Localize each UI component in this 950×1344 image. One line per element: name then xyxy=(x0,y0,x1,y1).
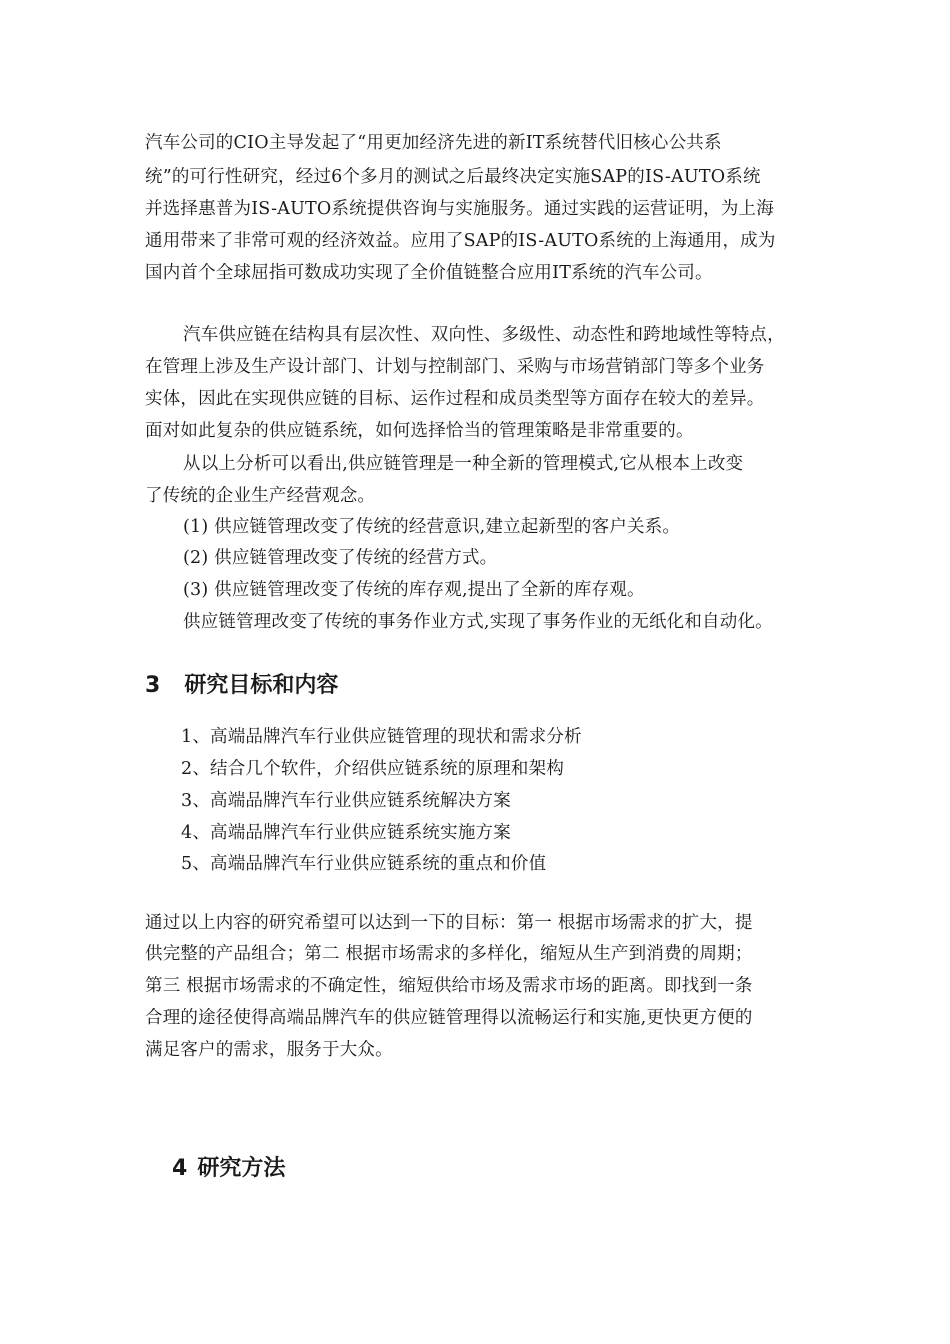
text-line: 统”的可行性研究，经过6个多月的测试之后最终决定实施SAP的IS-AUTO系统 xyxy=(145,167,761,187)
section-heading-4 xyxy=(172,1154,285,1184)
paragraph-4: 供应链管理改变了传统的事务作业方式,实现了事务作业的无纸化和自动化。 xyxy=(183,612,773,632)
section-number: 4 xyxy=(172,1156,188,1181)
section-heading-3 xyxy=(145,671,338,701)
text-line: 满足客户的需求，服务于大众。 xyxy=(145,1040,393,1060)
text-line: 并选择惠普为IS-AUTO系统提供咨询与实施服务。通过实践的运营证明，为上海 xyxy=(145,199,774,219)
text-line: 了传统的企业生产经营观念。 xyxy=(145,486,376,506)
list-item: 1、高端品牌汽车行业供应链管理的现状和需求分析 xyxy=(181,727,582,747)
text-line: 汽车公司的CIO主导发起了“用更加经济先进的新IT系统替代旧核心公共系 xyxy=(145,133,722,153)
list-item: 5、高端品牌汽车行业供应链系统的重点和价值 xyxy=(181,854,547,874)
text-line: 在管理上涉及生产设计部门、计划与控制部门、采购与市场营销部门等多个业务 xyxy=(145,357,765,377)
list-item: (2) 供应链管理改变了传统的经营方式。 xyxy=(183,548,498,568)
text-line: 从以上分析可以看出,供应链管理是一种全新的管理模式,它从根本上改变 xyxy=(183,454,744,474)
list-item: 2、结合几个软件，介绍供应链系统的原理和架构 xyxy=(181,759,565,779)
text-line: 通用带来了非常可观的经济效益。应用了SAP的IS-AUTO系统的上海通用，成为 xyxy=(145,231,776,251)
text-line: 汽车供应链在结构具有层次性、双向性、多级性、动态性和跨地域性等特点， xyxy=(183,325,785,345)
text-line: 供完整的产品组合；第二 根据市场需求的多样化，缩短从生产到消费的周期； xyxy=(145,944,753,964)
section-title: 研究方法 xyxy=(197,1156,286,1181)
list-item: 3、高端品牌汽车行业供应链系统解决方案 xyxy=(181,791,511,811)
section-number: 3 xyxy=(145,673,161,698)
text-line: 第三 根据市场需求的不确定性，缩短供给市场及需求市场的距离。即找到一条 xyxy=(145,976,753,996)
text-line: 国内首个全球屈指可数成功实现了全价值链整合应用IT系统的汽车公司。 xyxy=(145,263,713,283)
list-item: (1) 供应链管理改变了传统的经营意识,建立起新型的客户关系。 xyxy=(183,517,681,537)
text-line: 合理的途径使得高端品牌汽车的供应链管理得以流畅运行和实施,更快更方便的 xyxy=(145,1008,753,1028)
list-item: (3) 供应链管理改变了传统的库存观,提出了全新的库存观。 xyxy=(183,580,645,600)
text-line: 通过以上内容的研究希望可以达到一下的目标：第一 根据市场需求的扩大，提 xyxy=(145,913,753,933)
list-item: 4、高端品牌汽车行业供应链系统实施方案 xyxy=(181,823,511,843)
text-line: 实体，因此在实现供应链的目标、运作过程和成员类型等方面存在较大的差异。 xyxy=(145,389,765,409)
section-title: 研究目标和内容 xyxy=(184,673,339,698)
text-line: 面对如此复杂的供应链系统，如何选择恰当的管理策略是非常重要的。 xyxy=(145,421,694,441)
